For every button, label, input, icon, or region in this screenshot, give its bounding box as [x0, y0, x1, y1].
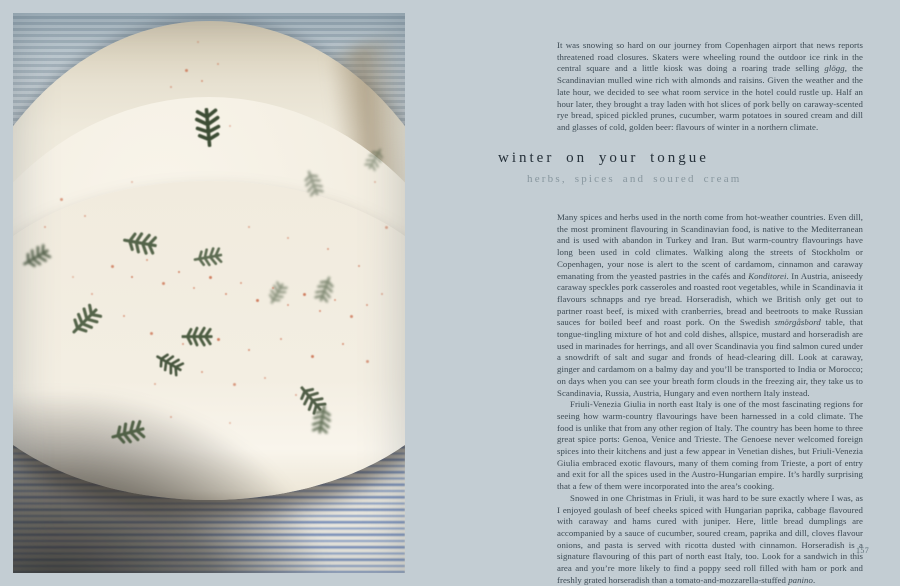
page-number: 157 — [856, 546, 870, 555]
paragraph: Snowed in one Christmas in Friuli, it was hard to be sure exactly where I was, as I enjoyed goulash of beef cheeks spiced with Hungarian paprika, cabbage flavoured with caraway and hams cured with juniper. Here, little bread dumplings are accompanied by a sauce of cucumber, soured cream, paprika and dill, cloves flavour onions, and pasta is served with ricotta dusted with cinnamon. Horseradish is a signature flavouring of this part of north east Italy, too. Look for a sandwich in this area and you’re more likely to find a poppy seed roll filled with ham or pork and freshly grated horseradish than a tomato-and-mozzarella-stuffed panino. — [557, 492, 863, 585]
intro-text: It was snowing so hard on our journey from Copenhagen airport that news reports threatened road closures. Skaters were wheeling round the outdoor ice rink in the central square and a little kiosk was doing a roaring trade selling glögg, the Scandinavian mulled wine rich with almonds and raisins. Given the weather and the late hour, we decided to see what room service in the hotel could rustle up. Half an hour later, they brought a tray laden with hot slices of pork belly on caraway-scented rye bread, spiced pickled prunes, cucumber, warm potatoes in soured cream and dill and glasses of cold, golden beer: flavours of winter in a northern climate. — [557, 40, 863, 132]
paragraph: Friuli-Venezia Giulia in north east Italy is one of the most fascinating regions for seeing how warm-country flavourings have been harnessed in a cold climate. The food is unlike that from any other region of Italy. The country has been home to three great spice ports: Genoa, Venice and Trieste. The Genoese never welcomed foreign spices into their kitchens and just a few appear in Venetian dishes, but Friuli-Venezia Giulia embraced exotic flavours, many of them coming from Trieste, a port of entry and exit for all the spices used in the Austro-Hungarian empire. It’s hardly surprising that a few of them were incorporated into the area’s cooking. — [557, 399, 863, 492]
body-text — [557, 212, 863, 587]
chapter-title: winter on your tongue — [498, 150, 709, 166]
photo-vignette — [13, 13, 405, 573]
paragraph: Many spices and herbs used in the north come from hot-weather countries. Even dill, the most prominent flavouring in Scandinavian food, is native to the Mediterranean and is used with abandon in Turkey and Iran. But warm-country flavourings have long been used in cold climates. Walking along the streets of Stockholm or Copenhagen, your nose is alert to the scent of cardamom, cinnamon and caraway emanating from the yeasted pastries in the cafés and Konditorei. In Austria, aniseedy caraway speckles pork casseroles and roasted root vegetables, while in Scandinavia it flavours schnapps and rye bread. Horseradish, which we British only get out to partner roast beef, is mixed with cranberries, bread and beetroots to make Russian sauces for boiled beef and roast pork. On the Swedish smörgåsbord table, that tongue-tingling mixture of hot and cold dishes, allspice, mustard and horseradish are used in marinades for herrings, and all over Scandinavia you find salmon cured under a snowdrift of salt and sugar and fronds of head-clearing dill. Look at caraway, ginger and cardamom on a balmy day and you’ll be transported to India or Morocco; on days when you can see your breath form clouds in the freezing air, they take us to Scandinavia, Russia, Austria, Hungary and even northern Italy instead. — [557, 212, 863, 398]
intro-paragraph — [557, 40, 863, 134]
food-photo — [13, 13, 405, 573]
chapter-subtitle: herbs, spices and soured cream — [527, 173, 742, 185]
